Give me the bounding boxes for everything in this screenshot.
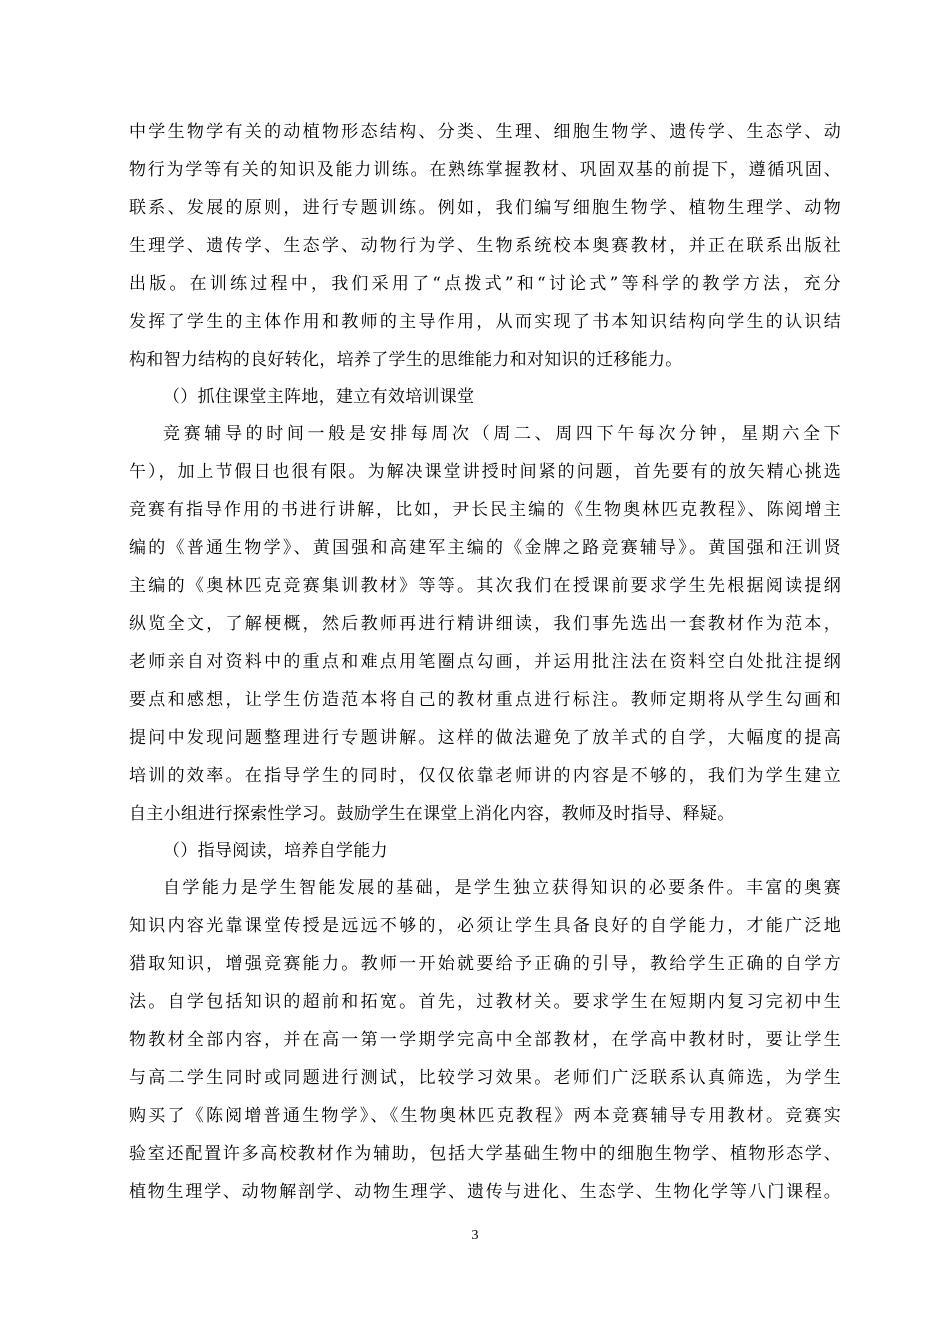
- text-line: 猎取知识，增强竞赛能力。教师一开始就要给予正确的引导，教给学生正确的自学方: [129, 954, 841, 974]
- text-line: 纵览全文，了解梗概，然后教师再进行精讲细读，我们事先选出一套教材作为范本，: [129, 614, 841, 634]
- text-line: 竞赛有指导作用的书进行讲解，比如，尹长民主编的《生物奥林匹克教程》、陈阅增主: [129, 500, 841, 520]
- text-line: 购买了《陈阅增普通生物学》、《生物奥林匹克教程》两本竞赛辅导专用教材。竞赛实: [129, 1106, 841, 1126]
- text-line: 物行为学等有关的知识及能力训练。在熟练掌握教材、巩固双基的前提下，遵循巩固、: [129, 160, 841, 180]
- text-line: 培训的效率。在指导学生的同时，仅仅依靠老师讲的内容是不够的，我们为学生建立: [129, 766, 841, 786]
- section-heading: （）指导阅读，培养自学能力: [163, 841, 388, 861]
- text-line: 要点和感想，让学生仿造范本将自己的教材重点进行标注。教师定期将从学生勾画和: [129, 690, 841, 710]
- text-line: 午），加上节假日也很有限。为解决课堂讲授时间紧的问题，首先要有的放矢精心挑选: [129, 462, 841, 482]
- text-line: 与高二学生同时或同题进行测试，比较学习效果。老师们广泛联系认真筛选，为学生: [129, 1068, 841, 1088]
- text-line: 物教材全部内容，并在高一第一学期学完高中全部教材，在学高中教材时，要让学生: [129, 1030, 841, 1050]
- text-line: 竞赛辅导的时间一般是安排每周次（周二、周四下午每次分钟，星期六全下: [163, 424, 841, 444]
- text-line: 老师亲自对资料中的重点和难点用笔圈点勾画，并运用批注法在资料空白处批注提纲: [129, 652, 841, 672]
- text-line: 知识内容光靠课堂传授是远远不够的，必须让学生具备良好的自学能力，才能广泛地: [129, 916, 841, 936]
- text-line: 生理学、遗传学、生态学、动物行为学、生物系统校本奥赛教材，并正在联系出版社: [129, 236, 841, 256]
- text-line: 出版。在训练过程中，我们采用了“点拨式”和“讨论式”等科学的教学方法，充分: [129, 274, 841, 294]
- section-heading: （）抓住课堂主阵地，建立有效培训课堂: [163, 387, 475, 407]
- text-line: 自主小组进行探索性学习。鼓励学生在课堂上消化内容，教师及时指导、释疑。: [129, 804, 735, 824]
- text-line: 构和智力结构的良好转化，培养了学生的思维能力和对知识的迁移能力。: [129, 350, 683, 370]
- text-line: 主编的《奥林匹克竞赛集训教材》等等。其次我们在授课前要求学生先根据阅读提纲: [129, 576, 841, 596]
- text-line: 自学能力是学生智能发展的基础，是学生独立获得知识的必要条件。丰富的奥赛: [163, 878, 841, 898]
- text-line: 中学生物学有关的动植物形态结构、分类、生理、细胞生物学、遗传学、生态学、动: [129, 122, 841, 142]
- text-line: 提问中发现问题整理进行专题讲解。这样的做法避免了放羊式的自学，大幅度的提高: [129, 728, 841, 748]
- page-number: 3: [471, 1228, 479, 1243]
- text-line: 法。自学包括知识的超前和拓宽。首先，过教材关。要求学生在短期内复习完初中生: [129, 992, 841, 1012]
- text-line: 联系、发展的原则，进行专题训练。例如，我们编写细胞生物学、植物生理学、动物: [129, 198, 841, 218]
- text-line: 发挥了学生的主体作用和教师的主导作用，从而实现了书本知识结构向学生的认识结: [129, 312, 841, 332]
- text-line: 编的《普通生物学》、黄国强和高建军主编的《金牌之路竞赛辅导》。黄国强和汪训贤: [129, 538, 841, 558]
- text-line: 验室还配置许多高校教材作为辅助，包括大学基础生物中的细胞生物学、植物形态学、: [129, 1144, 841, 1164]
- text-line: 植物生理学、动物解剖学、动物生理学、遗传与进化、生态学、生物化学等八门课程。: [129, 1182, 841, 1202]
